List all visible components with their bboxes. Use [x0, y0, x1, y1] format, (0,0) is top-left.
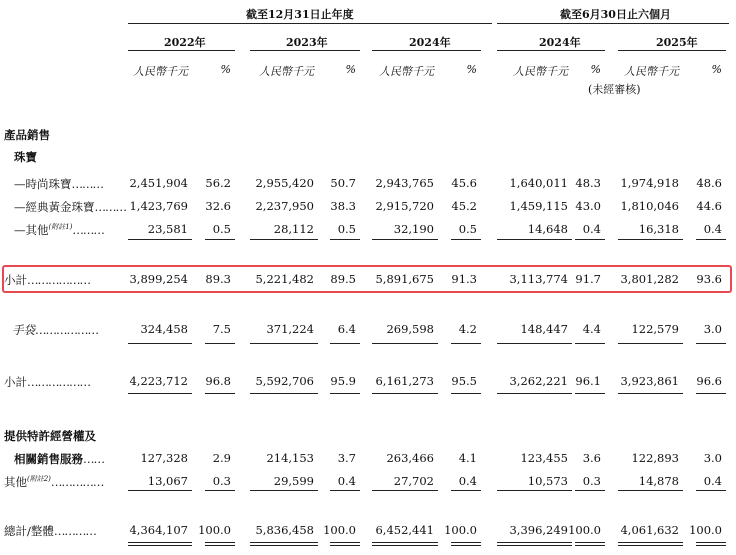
row-leader-dots: ……	[83, 452, 104, 466]
single-rule	[372, 490, 438, 491]
cell-percent: 95.5	[451, 374, 477, 388]
double-rule	[372, 542, 438, 546]
row-label-text: 提供特許經營權及	[4, 429, 96, 443]
year-header-rule	[250, 50, 360, 51]
row-leader-dots: ………………	[35, 323, 98, 337]
cell-amount: 122,893	[631, 451, 679, 465]
row-label-text: 小計	[4, 375, 27, 389]
row-label-text: 產品銷售	[4, 128, 50, 142]
single-rule	[618, 490, 683, 491]
double-rule	[128, 542, 192, 546]
cell-percent: 4.1	[458, 451, 477, 465]
cell-percent: 3.6	[582, 451, 601, 465]
cell-percent: 93.6	[696, 272, 722, 286]
header-group-year: 截至12月31日止年度	[246, 8, 354, 21]
row-note: (附註1)	[48, 223, 73, 232]
row-label-text: 手袋	[12, 323, 35, 337]
cell-percent: 0.5	[337, 222, 356, 236]
single-rule	[205, 490, 235, 491]
cell-amount: 1,640,011	[509, 176, 568, 190]
unaudited-note: (未經審核)	[588, 83, 641, 96]
year-header: 2022年	[164, 36, 206, 49]
year-header: 2024年	[539, 36, 581, 49]
cell-amount: 6,161,273	[375, 374, 434, 388]
single-rule	[696, 490, 726, 491]
row-label-other1	[14, 222, 104, 238]
cell-percent: 0.4	[703, 222, 722, 236]
cell-amount: 263,466	[386, 451, 434, 465]
cell-amount: 16,318	[638, 222, 679, 236]
cell-amount: 28,112	[273, 222, 314, 236]
cell-amount: 1,459,115	[509, 199, 568, 213]
single-rule	[451, 239, 481, 240]
cell-amount: 4,061,632	[620, 523, 679, 537]
single-rule	[372, 239, 438, 240]
cell-amount: 6,452,441	[375, 523, 434, 537]
unit-pct-label: %	[711, 63, 722, 76]
row-leader-dots: ………	[72, 223, 104, 237]
row-leader-dots: ……………	[50, 475, 104, 489]
single-rule	[497, 239, 572, 240]
single-rule	[330, 393, 360, 394]
row-label-handbag	[12, 322, 98, 338]
cell-percent: 56.2	[205, 176, 231, 190]
row-label-franchise_a	[4, 428, 96, 444]
unit-rmb-label: 人民幣千元	[513, 65, 568, 78]
single-rule	[128, 343, 192, 344]
cell-amount: 5,891,675	[375, 272, 434, 286]
single-rule	[330, 239, 360, 240]
cell-percent: 45.2	[451, 199, 477, 213]
row-label-text: 小計	[4, 273, 27, 287]
cell-amount: 1,974,918	[620, 176, 679, 190]
unit-rmb-label: 人民幣千元	[624, 65, 679, 78]
single-rule	[128, 393, 192, 394]
single-rule	[205, 393, 235, 394]
single-rule	[451, 393, 481, 394]
row-label-franchise_b	[14, 451, 104, 467]
cell-amount: 14,878	[638, 474, 679, 488]
cell-percent: 100.0	[444, 523, 477, 537]
cell-amount: 1,810,046	[620, 199, 679, 213]
single-rule	[575, 490, 605, 491]
year-header: 2024年	[409, 36, 451, 49]
cell-percent: 0.4	[337, 474, 356, 488]
unit-pct-label: %	[590, 63, 601, 76]
cell-percent: 0.4	[703, 474, 722, 488]
row-label-text: —經典黃金珠寶	[14, 200, 95, 214]
cell-amount: 3,801,282	[620, 272, 679, 286]
single-rule	[497, 343, 572, 344]
cell-amount: 3,899,254	[129, 272, 188, 286]
double-rule	[451, 542, 481, 546]
unit-rmb-label: 人民幣千元	[133, 65, 188, 78]
year-header-rule	[618, 50, 726, 51]
single-rule	[451, 490, 481, 491]
cell-percent: 4.2	[458, 322, 477, 336]
cell-amount: 4,223,712	[129, 374, 188, 388]
cell-amount: 5,836,458	[255, 523, 314, 537]
year-header-rule	[497, 50, 605, 51]
cell-percent: 0.5	[212, 222, 231, 236]
header-group-year-rule	[128, 23, 492, 24]
cell-amount: 2,237,950	[255, 199, 314, 213]
single-rule	[497, 393, 572, 394]
cell-percent: 7.5	[212, 322, 231, 336]
subtotal-highlight-box	[2, 265, 732, 293]
row-label-text: 其他	[4, 475, 27, 489]
cell-percent: 0.4	[582, 222, 601, 236]
cell-amount: 371,224	[266, 322, 314, 336]
row-label-text: 珠寶	[14, 150, 37, 164]
cell-amount: 2,915,720	[375, 199, 434, 213]
cell-percent: 0.5	[458, 222, 477, 236]
cell-percent: 3.7	[337, 451, 356, 465]
cell-amount: 5,592,706	[255, 374, 314, 388]
cell-percent: 89.5	[330, 272, 356, 286]
double-rule	[618, 542, 683, 546]
single-rule	[696, 239, 726, 240]
header-group-half-rule	[497, 23, 729, 24]
row-leader-dots: ………………	[27, 375, 90, 389]
row-leader-dots: ………	[94, 200, 126, 214]
cell-amount: 32,190	[393, 222, 434, 236]
cell-percent: 0.3	[212, 474, 231, 488]
cell-percent: 96.1	[575, 374, 601, 388]
cell-percent: 100.0	[568, 523, 601, 537]
cell-percent: 89.3	[205, 272, 231, 286]
year-header: 2025年	[656, 36, 698, 49]
cell-percent: 3.0	[703, 451, 722, 465]
single-rule	[205, 343, 235, 344]
cell-percent: 91.7	[575, 272, 601, 286]
cell-amount: 324,458	[140, 322, 188, 336]
cell-percent: 44.6	[696, 199, 722, 213]
unit-pct-label: %	[466, 63, 477, 76]
cell-percent: 96.8	[205, 374, 231, 388]
row-note: (附註2)	[27, 475, 51, 484]
row-label-text: 相關銷售服務	[14, 452, 83, 466]
unit-pct-label: %	[220, 63, 231, 76]
cell-percent: 0.4	[458, 474, 477, 488]
single-rule	[250, 490, 318, 491]
row-label-jewelry	[14, 149, 37, 165]
single-rule	[575, 239, 605, 240]
single-rule	[128, 490, 192, 491]
year-header-rule	[372, 50, 481, 51]
row-leader-dots: …………	[53, 524, 96, 538]
cell-percent: 95.9	[330, 374, 356, 388]
unit-rmb-label: 人民幣千元	[259, 65, 314, 78]
single-rule	[330, 343, 360, 344]
cell-amount: 27,702	[393, 474, 434, 488]
single-rule	[330, 490, 360, 491]
cell-percent: 45.6	[451, 176, 477, 190]
single-rule	[575, 343, 605, 344]
cell-amount: 2,451,904	[129, 176, 188, 190]
cell-amount: 123,455	[520, 451, 568, 465]
cell-amount: 3,923,861	[620, 374, 679, 388]
cell-percent: 48.6	[696, 176, 722, 190]
single-rule	[618, 239, 683, 240]
cell-amount: 14,648	[527, 222, 568, 236]
cell-amount: 269,598	[386, 322, 434, 336]
cell-amount: 3,262,221	[509, 374, 568, 388]
double-rule	[696, 542, 726, 546]
single-rule	[128, 239, 192, 240]
row-label-product_sales	[4, 127, 50, 143]
double-rule	[205, 542, 235, 546]
cell-percent: 48.3	[575, 176, 601, 190]
double-rule	[250, 542, 318, 546]
cell-percent: 100.0	[323, 523, 356, 537]
year-header: 2023年	[286, 36, 328, 49]
cell-percent: 6.4	[337, 322, 356, 336]
row-label-fashion	[14, 176, 103, 192]
single-rule	[250, 343, 318, 344]
single-rule	[250, 393, 318, 394]
cell-amount: 122,579	[631, 322, 679, 336]
cell-amount: 3,113,774	[509, 272, 568, 286]
row-label-other2	[4, 474, 103, 490]
double-rule	[575, 542, 605, 546]
year-header-rule	[128, 50, 235, 51]
single-rule	[696, 393, 726, 394]
cell-percent: 32.6	[205, 199, 231, 213]
header-group-half: 截至6月30日止六個月	[560, 8, 671, 21]
cell-percent: 0.3	[582, 474, 601, 488]
cell-amount: 127,328	[140, 451, 188, 465]
single-rule	[575, 393, 605, 394]
single-rule	[696, 343, 726, 344]
cell-percent: 96.6	[696, 374, 722, 388]
cell-amount: 23,581	[147, 222, 188, 236]
cell-amount: 4,364,107	[129, 523, 188, 537]
double-rule	[330, 542, 360, 546]
cell-amount: 2,955,420	[255, 176, 314, 190]
row-label-total	[4, 523, 96, 539]
cell-percent: 100.0	[689, 523, 722, 537]
double-rule	[497, 542, 572, 546]
single-rule	[618, 393, 683, 394]
single-rule	[205, 239, 235, 240]
row-label-text: —其他	[14, 223, 49, 237]
cell-amount: 1,423,769	[129, 199, 188, 213]
cell-amount: 29,599	[273, 474, 314, 488]
cell-percent: 91.3	[451, 272, 477, 286]
unit-rmb-label: 人民幣千元	[379, 65, 434, 78]
single-rule	[618, 343, 683, 344]
single-rule	[451, 343, 481, 344]
single-rule	[497, 490, 572, 491]
cell-percent: 4.4	[582, 322, 601, 336]
cell-percent: 43.0	[575, 199, 601, 213]
row-leader-dots: ………	[71, 177, 103, 191]
cell-percent: 100.0	[198, 523, 231, 537]
cell-amount: 2,943,765	[375, 176, 434, 190]
cell-amount: 3,396,249	[509, 523, 568, 537]
cell-amount: 214,153	[266, 451, 314, 465]
cell-amount: 5,221,482	[255, 272, 314, 286]
single-rule	[372, 393, 438, 394]
cell-amount: 148,447	[520, 322, 568, 336]
row-leader-dots: ………………	[27, 273, 90, 287]
cell-percent: 50.7	[330, 176, 356, 190]
row-label-subtotal2	[4, 374, 90, 390]
row-label-text: 總計/整體	[4, 524, 54, 538]
cell-amount: 10,573	[527, 474, 568, 488]
cell-percent: 38.3	[330, 199, 356, 213]
cell-percent: 3.0	[703, 322, 722, 336]
cell-percent: 2.9	[212, 451, 231, 465]
unit-pct-label: %	[345, 63, 356, 76]
cell-amount: 13,067	[147, 474, 188, 488]
single-rule	[372, 343, 438, 344]
single-rule	[250, 239, 318, 240]
row-label-text: —時尚珠寶	[14, 177, 72, 191]
